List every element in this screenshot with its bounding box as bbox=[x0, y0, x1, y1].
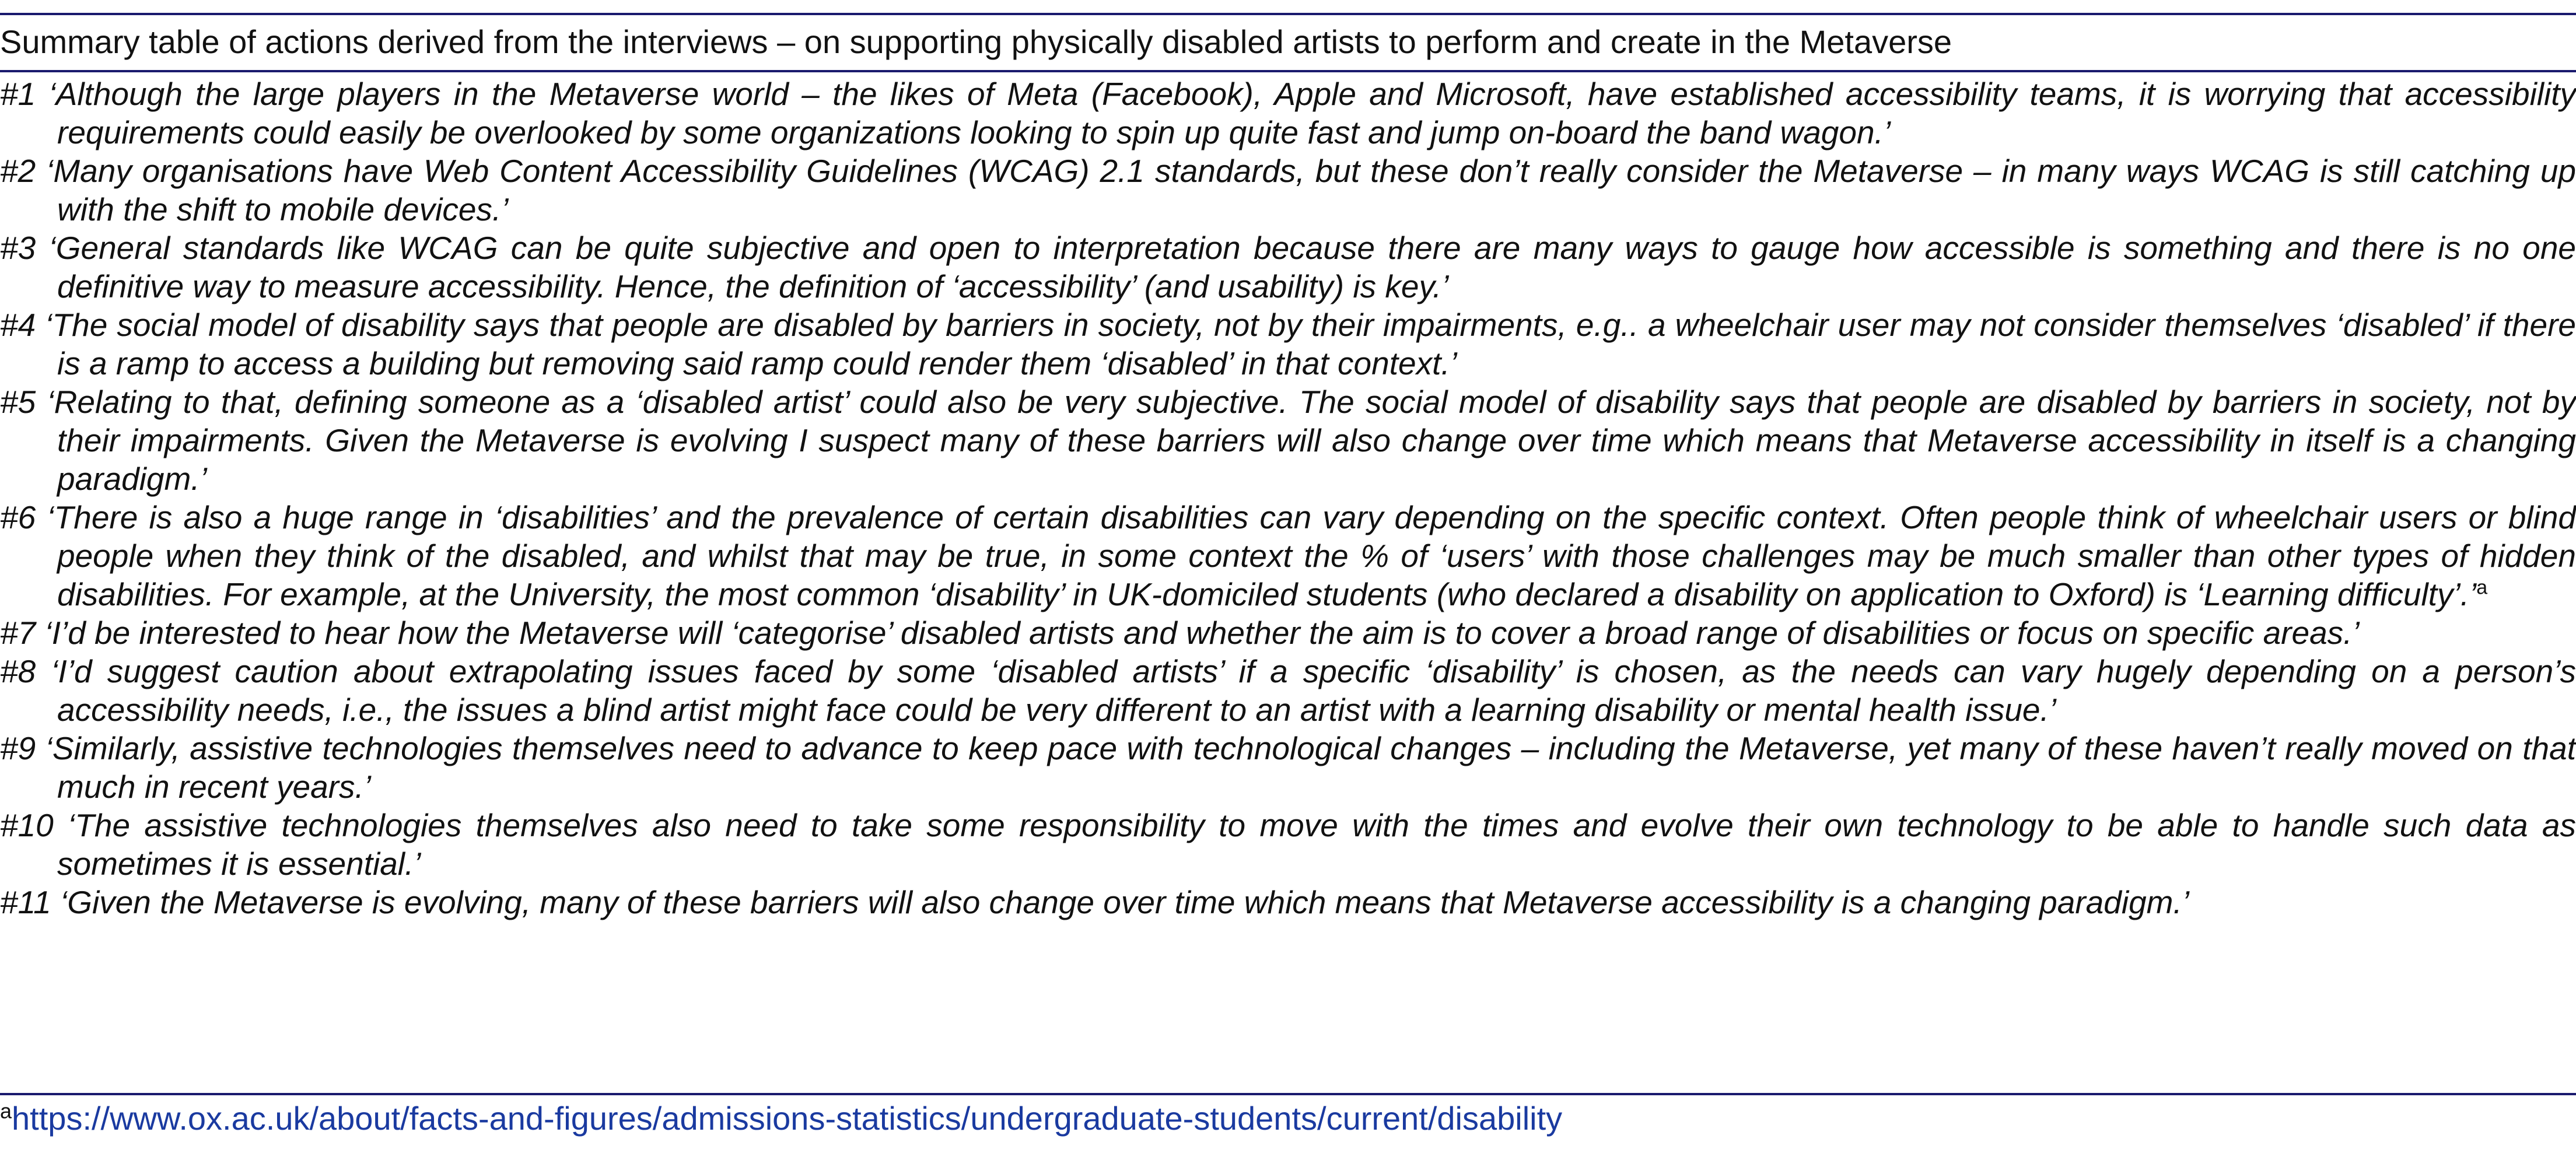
footnote-mark: a bbox=[2476, 576, 2488, 599]
table-row bbox=[0, 652, 2576, 729]
table-row bbox=[0, 498, 2576, 614]
table-row bbox=[0, 729, 2576, 806]
row-number: #7 bbox=[0, 615, 36, 651]
row-number: #3 bbox=[0, 230, 36, 266]
table-row bbox=[0, 152, 2576, 229]
row-number: #6 bbox=[0, 499, 36, 535]
cropped-previous-text bbox=[0, 0, 2576, 8]
table-footnote bbox=[0, 1096, 1562, 1141]
row-quote: ‘Relating to that, defining someone as a ‘disabled artist’ could also be very subjective. The social model of disability says that people are disabled by barriers in society, not by their impairments. Given the Metaverse is evolving I suspect many of these barriers will also change over time which means that Metaverse accessibility in itself is a changing paradigm.’ bbox=[47, 384, 2576, 497]
row-quote: ‘The assistive technologies themselves also need to take some responsibility to move with the times and evolve their own technology to be able to handle such data as sometimes it is essential.’ bbox=[57, 807, 2576, 882]
row-number: #11 bbox=[0, 884, 51, 920]
table-body bbox=[0, 75, 2576, 921]
row-quote: ‘There is also a huge range in ‘disabilities’ and the prevalence of certain disabilities can vary depending on the specific context. Often people think of wheelchair users or blind people when they think of the disabled, and whilst that may be true, in some context the % of ‘users’ with those challenges may be much smaller than other types of hidden disabilities. For example, at the University, the most common ‘disability’ in UK-domiciled students (who declared a disability on application to Oxford) is ‘Learning difficulty’.’ bbox=[47, 499, 2576, 612]
row-quote: ‘I’d suggest caution about extrapolating issues faced by some ‘disabled artists’ if a specific ‘disability’ is chosen, as the needs can vary hugely depending on a person’s accessibility needs, i.e., the issues a blind artist might face could be very different to an artist with a learning disability or mental health issue.’ bbox=[51, 653, 2576, 728]
row-quote: ‘General standards like WCAG can be quite subjective and open to interpretation because there are many ways to gauge how accessible is something and there is no one definitive way to measure accessibility. Hence, the definition of ‘accessibility’ (and usability) is key.’ bbox=[48, 230, 2576, 304]
row-number: #8 bbox=[0, 653, 36, 689]
table-header-rule bbox=[0, 70, 2576, 72]
table-top-rule bbox=[0, 13, 2576, 15]
footnote-marker: a bbox=[0, 1099, 12, 1123]
row-number: #10 bbox=[0, 807, 54, 843]
row-quote: ‘Given the Metaverse is evolving, many of these barriers will also change over time which means that Metaverse accessibility is a changing paradigm.’ bbox=[60, 884, 2189, 920]
row-quote: ‘I’d be interested to hear how the Metaverse will ‘categorise’ disabled artists and whether the aim is to cover a broad range of disabilities or focus on specific areas.’ bbox=[44, 615, 2360, 651]
row-number: #5 bbox=[0, 384, 36, 420]
table-row bbox=[0, 306, 2576, 383]
table-caption: Summary table of actions derived from the interviews – on supporting physically disabled artists to perform and create in the Metaverse bbox=[0, 23, 1952, 60]
table-row bbox=[0, 614, 2576, 652]
table-row bbox=[0, 383, 2576, 498]
table-row bbox=[0, 75, 2576, 152]
row-number: #2 bbox=[0, 153, 36, 189]
table-row bbox=[0, 883, 2576, 921]
row-number: #1 bbox=[0, 76, 36, 112]
table-row bbox=[0, 806, 2576, 883]
row-number: #9 bbox=[0, 730, 36, 766]
row-quote: ‘Similarly, assistive technologies themselves need to advance to keep pace with technological changes – including the Metaverse, yet many of these haven’t really moved on that much in recent years.’ bbox=[45, 730, 2576, 805]
row-quote: ‘Many organisations have Web Content Accessibility Guidelines (WCAG) 2.1 standards, but these don’t really consider the Metaverse – in many ways WCAG is still catching up with the shift to mobile devices.’ bbox=[46, 153, 2576, 227]
row-quote: ‘The social model of disability says that people are disabled by barriers in society, not by their impairments, e.g.. a wheelchair user may not consider themselves ‘disabled’ if there is a ramp to access a building but removing said ramp could render them ‘disabled’ in that context.’ bbox=[45, 307, 2576, 381]
row-number: #4 bbox=[0, 307, 36, 343]
table-bottom-rule bbox=[0, 1093, 2576, 1095]
row-quote: ‘Although the large players in the Metaverse world – the likes of Meta (Facebook), Apple and Microsoft, have established accessibility teams, it is worrying that accessibility requirements could easily be overlooked by some organizations looking to spin up quite fast and jump on-board the band wagon.’ bbox=[48, 76, 2576, 150]
table-row bbox=[0, 229, 2576, 306]
footnote-link[interactable]: https://www.ox.ac.uk/about/facts-and-figures/admissions-statistics/undergraduate-students/current/disability bbox=[12, 1100, 1563, 1137]
